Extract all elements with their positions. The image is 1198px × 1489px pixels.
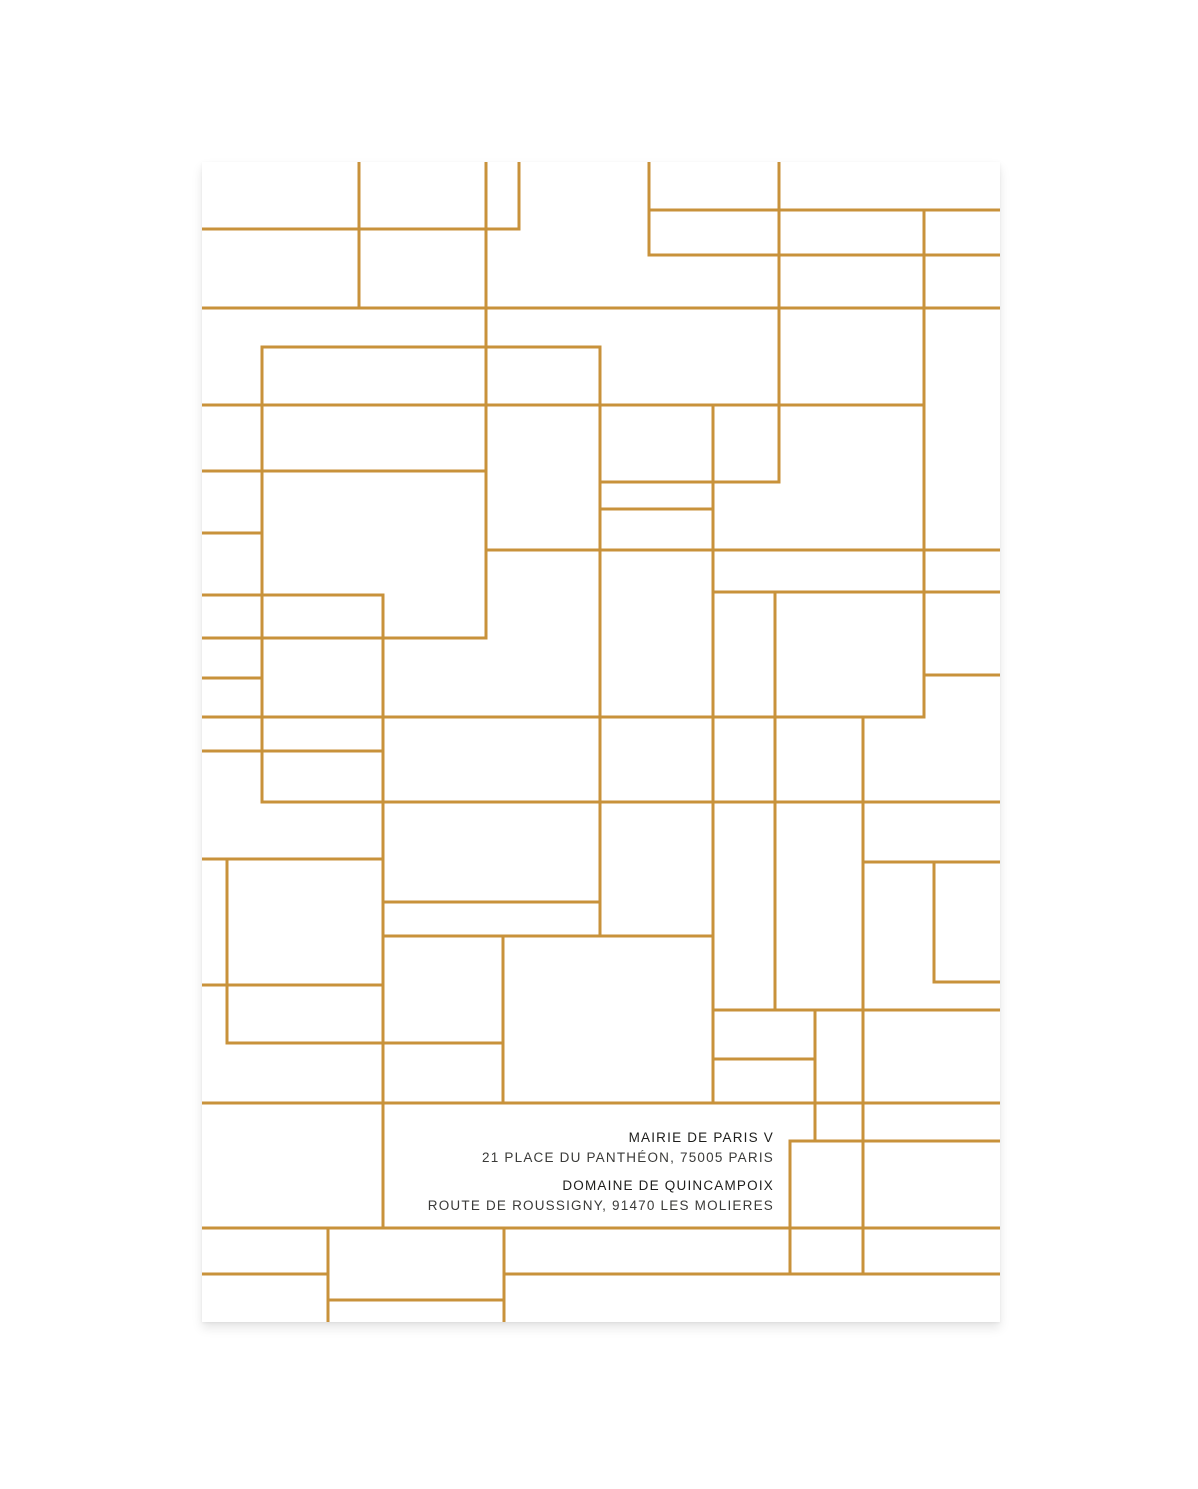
venue-1-address: 21 PLACE DU PANTHÉON, 75005 PARIS <box>482 1150 774 1165</box>
venue-2-address: ROUTE DE ROUSSIGNY, 91470 LES MOLIERES <box>427 1198 774 1213</box>
venue-addresses <box>428 1128 774 1216</box>
invitation-card <box>202 162 1000 1322</box>
venue-2-name: DOMAINE DE QUINCAMPOIX <box>562 1178 774 1193</box>
venue-1-name: MAIRIE DE PARIS V <box>628 1130 774 1145</box>
